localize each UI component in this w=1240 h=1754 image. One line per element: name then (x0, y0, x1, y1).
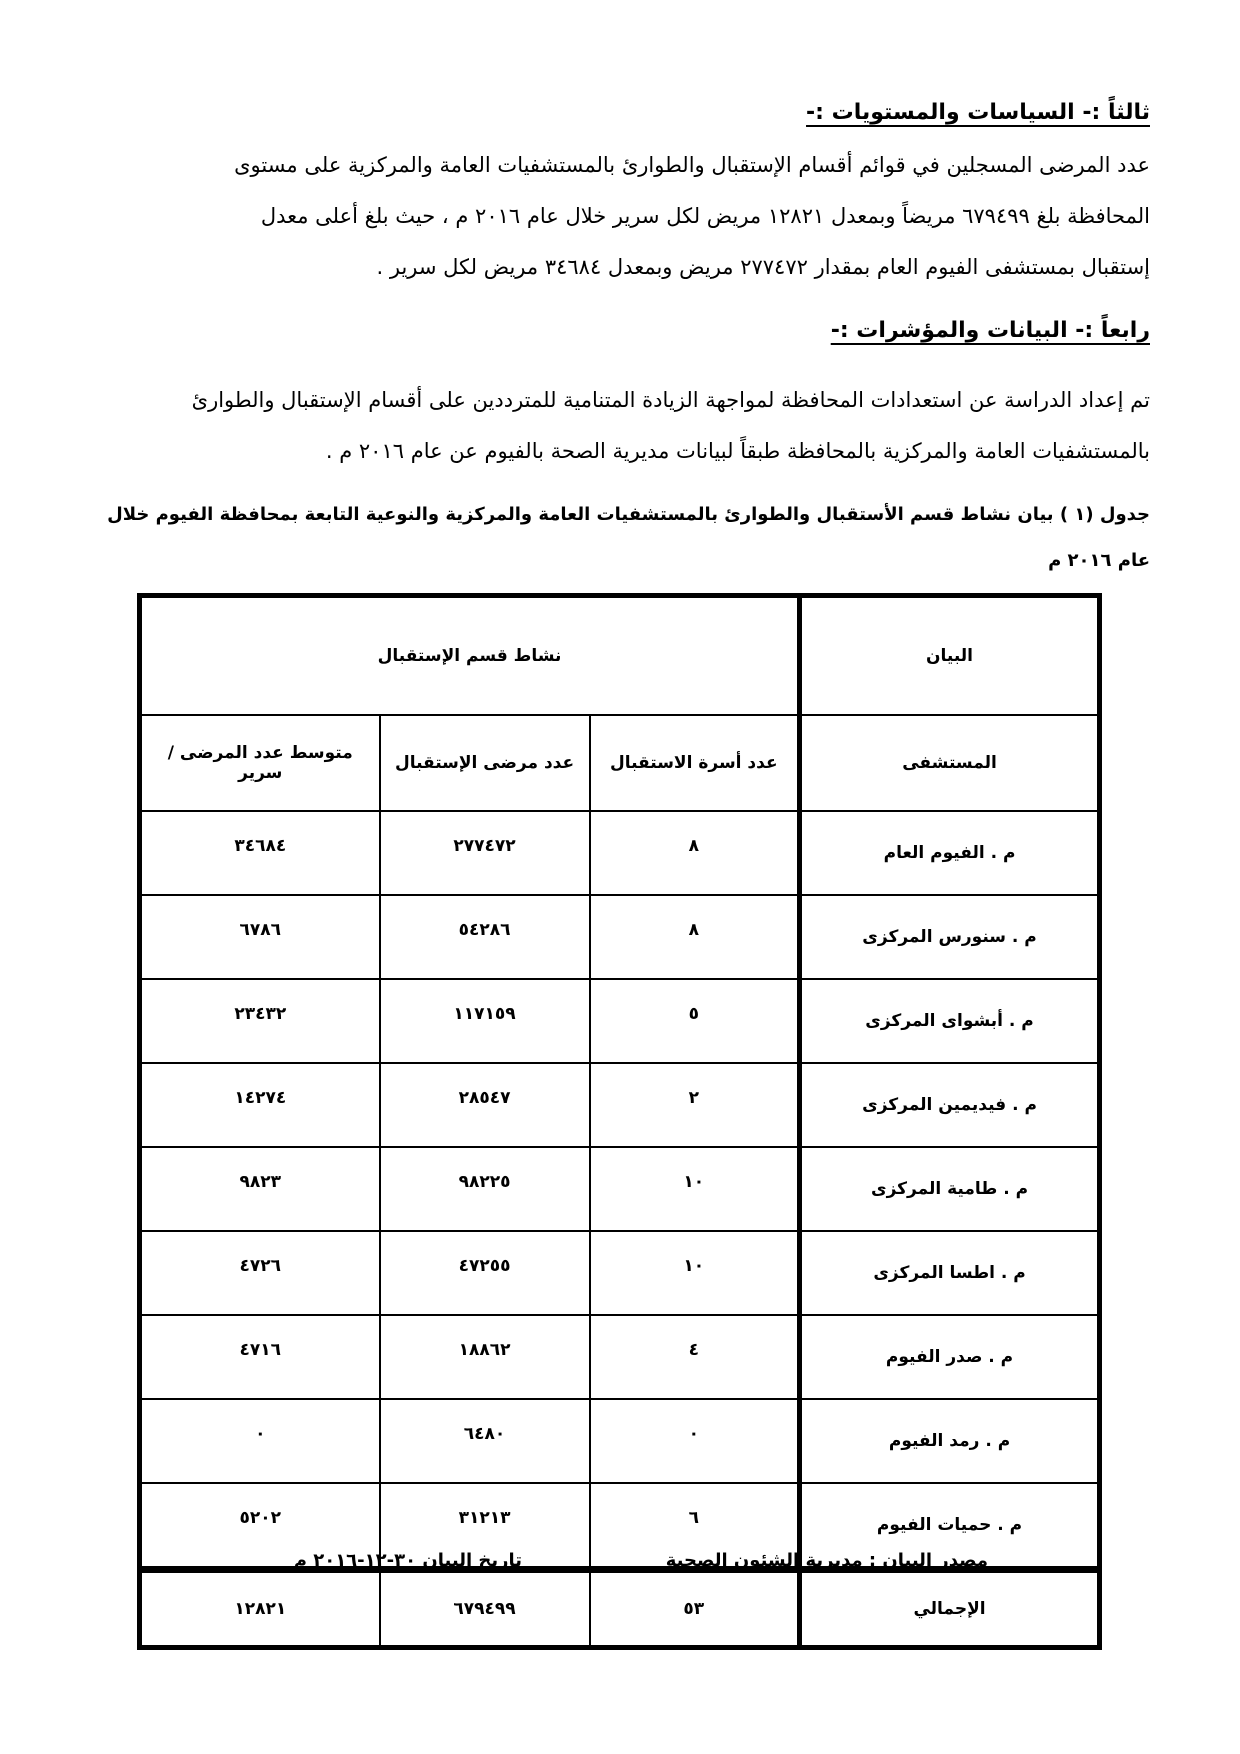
patients-count: ٥٤٢٨٦ (380, 895, 590, 979)
table-caption: جدول (١ ) بيان نشاط قسم الأستقبال والطوارئ بالمستشفيات العامة والمركزية والنوعية التابعة بمحافظة الفيوم خلال عام ٢٠١٦ م (107, 504, 1150, 571)
total-label: الإجمالي (800, 1570, 1100, 1648)
average-per-bed: ٤٧٢٦ (140, 1231, 380, 1315)
total-beds: ٥٣ (590, 1570, 800, 1648)
average-per-bed: ٩٨٢٣ (140, 1147, 380, 1231)
average-per-bed: ٤٧١٦ (140, 1315, 380, 1399)
hospital-name: م . طامية المركزى (800, 1147, 1100, 1231)
table-row (140, 895, 1100, 979)
hospital-name: م . الفيوم العام (800, 811, 1100, 895)
table-header-row-top (140, 596, 1100, 716)
section4-line-1: تم إعداد الدراسة عن استعدادات المحافظة لمواجهة الزيادة المتنامية للمترددين على أقسام الإستقبال والطوارئ (191, 388, 1150, 412)
header-hospital: المستشفى (800, 715, 1100, 811)
header-activity: نشاط قسم الإستقبال (140, 596, 800, 716)
beds-count: ٦ (590, 1483, 800, 1570)
header-statement: البيان (800, 596, 1100, 716)
average-per-bed: ٣٤٦٨٤ (140, 811, 380, 895)
table-row (140, 979, 1100, 1063)
hospital-name: م . حميات الفيوم (800, 1483, 1100, 1570)
patients-count: ٦٤٨٠ (380, 1399, 590, 1483)
total-patients: ٦٧٩٤٩٩ (380, 1570, 590, 1648)
section4-paragraph (80, 375, 1150, 477)
section3-heading: ثالثاً :- السياسات والمستويات :- (806, 100, 1150, 125)
patients-count: ٩٨٢٢٥ (380, 1147, 590, 1231)
beds-count: ٨ (590, 811, 800, 895)
table-row (140, 1063, 1100, 1147)
date-note: تاريخ البيان ٣٠-١٢-٢٠١٦ م (293, 1550, 522, 1571)
patients-count: ٢٨٥٤٧ (380, 1063, 590, 1147)
section3-line-3: إستقبال بمستشفى الفيوم العام بمقدار ٢٧٧٤٧٢ مريض وبمعدل ٣٤٦٨٤ مريض لكل سرير . (376, 255, 1150, 279)
hospital-activity-table (137, 593, 1102, 1650)
beds-count: ٠ (590, 1399, 800, 1483)
beds-count: ١٠ (590, 1231, 800, 1315)
table-row (140, 1399, 1100, 1483)
average-per-bed: ٦٧٨٦ (140, 895, 380, 979)
table-header-row-sub (140, 715, 1100, 811)
average-per-bed: ٢٣٤٣٢ (140, 979, 380, 1063)
average-per-bed: ٥٢٠٢ (140, 1483, 380, 1570)
header-patients: عدد مرضى الإستقبال (380, 715, 590, 811)
patients-count: ١١٧١٥٩ (380, 979, 590, 1063)
hospital-name: م . سنورس المركزى (800, 895, 1100, 979)
hospital-name: م . أبشواى المركزى (800, 979, 1100, 1063)
average-per-bed: ٠ (140, 1399, 380, 1483)
total-average: ١٢٨٢١ (140, 1570, 380, 1648)
source-note: مصدر البيان : مديرية الشئون الصحية (665, 1550, 988, 1571)
patients-count: ٢٧٧٤٧٢ (380, 811, 590, 895)
patients-count: ١٨٨٦٢ (380, 1315, 590, 1399)
beds-count: ٤ (590, 1315, 800, 1399)
average-per-bed: ١٤٢٧٤ (140, 1063, 380, 1147)
table-row (140, 811, 1100, 895)
hospital-name: م . صدر الفيوم (800, 1315, 1100, 1399)
section3-line-1: عدد المرضى المسجلين في قوائم أقسام الإستقبال والطوارئ بالمستشفيات العامة والمركزية على مستوى (234, 153, 1150, 177)
table-row (140, 1147, 1100, 1231)
table-total-row (140, 1570, 1100, 1648)
hospital-name: م . رمد الفيوم (800, 1399, 1100, 1483)
section4-line-2: بالمستشفيات العامة والمركزية بالمحافظة طبقاً لبيانات مديرية الصحة بالفيوم عن عام ٢٠١٦ م . (325, 439, 1150, 463)
table-row (140, 1231, 1100, 1315)
beds-count: ٥ (590, 979, 800, 1063)
hospital-name: م . اطسا المركزى (800, 1231, 1100, 1315)
beds-count: ٨ (590, 895, 800, 979)
hospital-name: م . فيديمين المركزى (800, 1063, 1100, 1147)
beds-count: ١٠ (590, 1147, 800, 1231)
table-row (140, 1315, 1100, 1399)
patients-count: ٤٧٢٥٥ (380, 1231, 590, 1315)
section4-heading: رابعاً :- البيانات والمؤشرات :- (830, 318, 1150, 343)
header-beds: عدد أسرة الاستقبال (590, 715, 800, 811)
header-average: متوسط عدد المرضى / سرير (140, 715, 380, 811)
section3-line-2: المحافظة بلغ ٦٧٩٤٩٩ مريضاً وبمعدل ١٢٨٢١ مريض لكل سرير خلال عام ٢٠١٦ م ، حيث بلغ أعلى معدل (260, 204, 1150, 228)
section3-paragraph (80, 140, 1150, 293)
patients-count: ٣١٢١٣ (380, 1483, 590, 1570)
beds-count: ٢ (590, 1063, 800, 1147)
